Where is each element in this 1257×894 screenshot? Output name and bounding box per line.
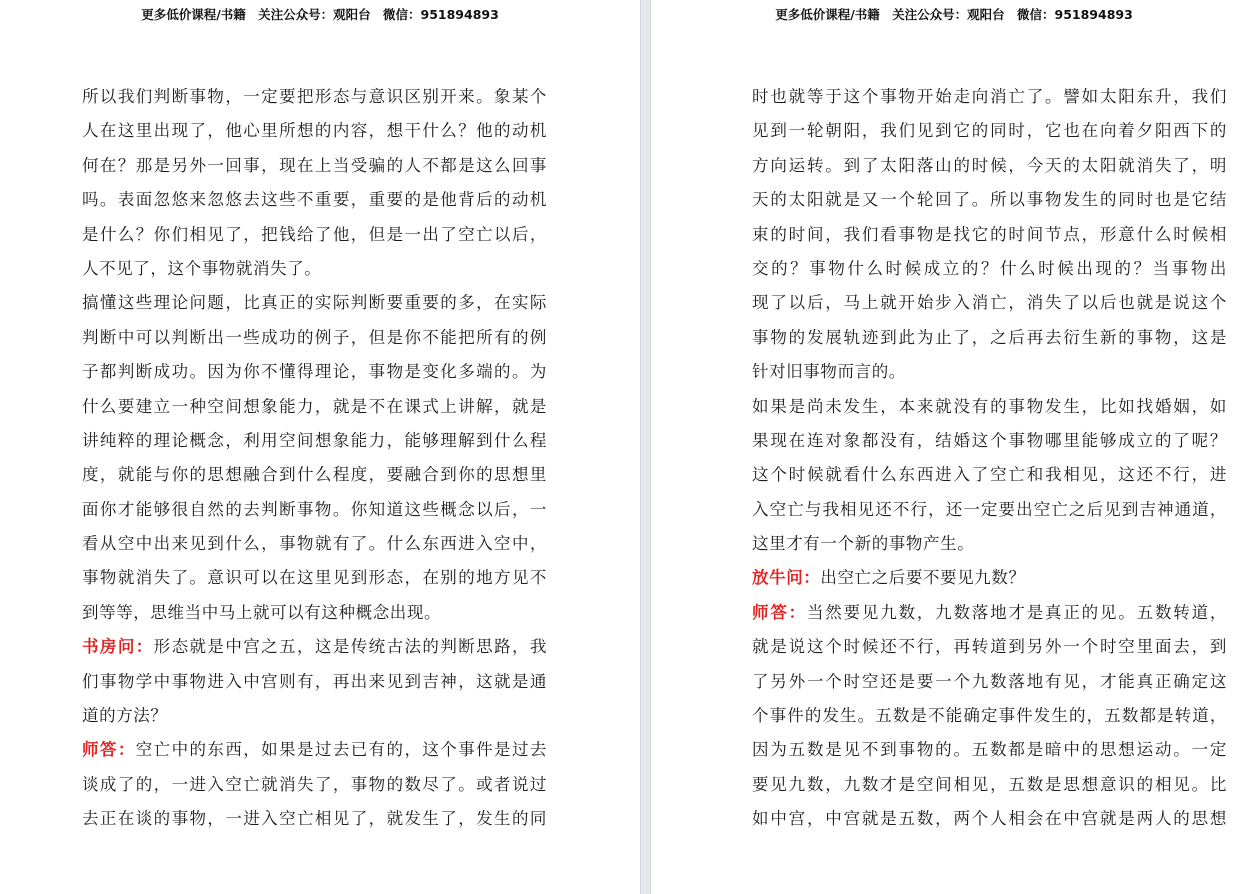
text-line: 何在？那是另外一回事，现在上当受骗的人不都是这么回事: [82, 155, 547, 175]
text-line: [752, 596, 1227, 630]
text-line: 们事物学中事物进入中宫则有，再出来见到吉神，这就是通: [82, 671, 547, 691]
page-body-text: [82, 80, 547, 837]
text-line: [82, 630, 547, 664]
header-wechat-id: 微信：951894893: [1017, 7, 1133, 22]
text-line: 什么要建立一种空间想象能力，就是不在课式上讲解，就是: [82, 396, 547, 416]
text-line: 如中宫，中宫就是五数，两个人相会在中宫就是两人的思想: [752, 809, 1227, 829]
text-line-content: 当然要见九数，九数落地才是真正的见。五数转道，: [806, 602, 1227, 622]
text-line: [82, 733, 547, 767]
text-line: [752, 561, 1227, 595]
header-wechat-account: 关注公众号：观阳台: [892, 7, 1005, 22]
page-header: [651, 5, 1257, 23]
text-line: 吗。表面忽悠来忽悠去这些不重要，重要的是他背后的动机: [82, 190, 547, 210]
text-line: 要见九数，九数才是空间相见，五数是思想意识的相见。比: [752, 774, 1227, 794]
text-line: 果现在连对象都没有，结婚这个事物哪里能够成立的了呢？: [752, 430, 1227, 450]
text-line: 束的时间，我们看事物是找它的时间节点，形意什么时候相: [752, 224, 1227, 244]
text-line: 到等等，思维当中马上就可以有这种概念出现。: [82, 602, 442, 622]
text-line: 度，就能与你的思想融合到什么程度，要融合到你的思想里: [82, 465, 547, 485]
text-line: 见到一轮朝阳，我们见到它的同时，它也在向着夕阳西下的: [752, 121, 1227, 141]
text-line: 看从空中出来见到什么，事物就有了。什么东西进入空中，: [82, 534, 547, 554]
text-line: 入空亡与我相见还不行，还一定要出空亡之后见到吉神通道，: [752, 499, 1227, 519]
text-line: 判断中可以判断出一些成功的例子，但是你不能把所有的例: [82, 327, 547, 347]
text-line: 因为五数是见不到事物的。五数都是暗中的思想运动。一定: [752, 740, 1227, 760]
text-line: 天的太阳就是又一个轮回了。所以事物发生的同时也是它结: [752, 190, 1227, 210]
text-line-content: 出空亡之后要不要见九数？: [820, 568, 1026, 588]
text-line: 搞懂这些理论问题，比真正的实际判断要重要的多，在实际: [82, 293, 547, 313]
speaker-label: 师答：: [82, 740, 136, 760]
text-line: 讲纯粹的理论概念，利用空间想象能力，能够理解到什么程: [82, 430, 547, 450]
header-wechat-id: 微信：951894893: [383, 7, 499, 22]
speaker-label: 放牛问：: [752, 568, 821, 588]
speaker-label: 师答：: [752, 602, 807, 622]
text-line: 事物就消失了。意识可以在这里见到形态，在别的地方见不: [82, 568, 547, 588]
text-line-content: 空亡中的东西，如果是过去已有的，这个事件是过去: [135, 740, 547, 760]
text-line: 如果是尚未发生，本来就没有的事物发生，比如找婚姻，如: [752, 396, 1227, 416]
text-line: 个事件的发生。五数是不能确定事件发生的，五数都是转道，: [752, 706, 1227, 726]
speaker-label: 书房问：: [82, 637, 154, 657]
text-line: 就是说这个时候还不行，再转道到另外一个时空里面去，到: [752, 637, 1227, 657]
text-line: 针对旧事物而言的。: [752, 362, 906, 382]
text-line: 道的方法？: [82, 706, 168, 726]
text-line: 交的？事物什么时候成立的？什么时候出现的？当事物出: [752, 258, 1227, 278]
text-line: 方向运转。到了太阳落山的时候，今天的太阳就消失了，明: [752, 155, 1227, 175]
header-wechat-account: 关注公众号：观阳台: [258, 7, 371, 22]
text-line: 这个时候就看什么东西进入了空亡和我相见，这还不行，进: [752, 465, 1227, 485]
text-line: 去正在谈的事物，一进入空亡相见了，就发生了，发生的同: [82, 809, 547, 829]
text-line: 谈成了的，一进入空亡就消失了，事物的数尽了。或者说过: [82, 774, 547, 794]
text-line: 面你才能够很自然的去判断事物。你知道这些概念以后，一: [82, 499, 547, 519]
text-line: 人在这里出现了，他心里所想的内容，想干什么？他的动机: [82, 121, 547, 141]
text-line: 子都判断成功。因为你不懂得理论，事物是变化多端的。为: [82, 362, 547, 382]
text-line: 事物的发展轨迹到此为止了，之后再去衍生新的事物，这是: [752, 327, 1227, 347]
text-line: 了另外一个时空还是要一个九数落地有见，才能真正确定这: [752, 671, 1227, 691]
header-promo-text: 更多低价课程/书籍: [775, 7, 880, 22]
text-line: 所以我们判断事物，一定要把形态与意识区别开来。象某个: [82, 87, 547, 106]
header-promo-text: 更多低价课程/书籍: [141, 7, 246, 22]
text-line: 现了以后，马上就开始步入消亡，消失了以后也就是说这个: [752, 293, 1227, 313]
text-line-content: 形态就是中宫之五，这是传统古法的判断思路，我: [153, 637, 547, 657]
text-line: 人不见了，这个事物就消失了。: [82, 258, 322, 278]
page-body-text: [752, 80, 1227, 837]
text-line: 时也就等于这个事物开始走向消亡了。譬如太阳东升，我们: [752, 87, 1227, 106]
text-line: 是什么？你们相见了，把钱给了他，但是一出了空亡以后，: [82, 224, 547, 244]
document-page-right: [651, 0, 1257, 894]
page-header: [0, 5, 640, 23]
text-line: 这里才有一个新的事物产生。: [752, 534, 975, 554]
page-gutter: [640, 0, 651, 894]
